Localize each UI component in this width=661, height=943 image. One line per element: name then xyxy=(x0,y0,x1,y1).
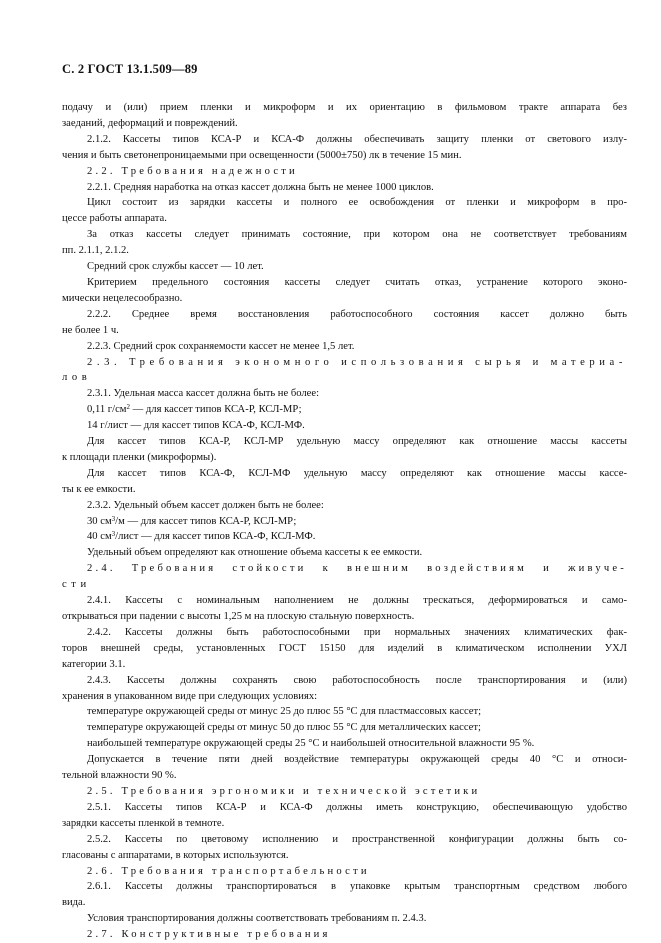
text-line: гласованы с аппаратами, в которых используются. xyxy=(62,849,289,861)
section-heading: 2.7. Конструктивные требования xyxy=(87,929,331,941)
superscript: 3 xyxy=(111,514,116,523)
text-line: 2.2.2. Среднее время восстановления работоспособного состояния кассет должно быть xyxy=(87,308,627,320)
section-heading: 2.4. Требования стойкости к внешним воздействиям и живуче- xyxy=(87,563,627,575)
text-line: 2.6.1. Кассеты должны транспортироваться в упаковке крытым транспортным средством любого xyxy=(87,881,627,893)
text-line: пп. 2.1.1, 2.1.2. xyxy=(62,245,129,257)
text-line: За отказ кассеты следует принимать состояние, при котором она не соответствует требованиям xyxy=(87,229,627,241)
text-line: 2.5.1. Кассеты типов КСА-Р и КСА-Ф должны иметь конструкцию, обеспечивающую удобство xyxy=(87,801,627,813)
text-line: ты к ее емкости. xyxy=(62,483,136,495)
text-line: не более 1 ч. xyxy=(62,324,119,336)
text-line: вида. xyxy=(62,897,86,909)
text-line: хранения в упакованном виде при следующих условиях: xyxy=(62,690,318,702)
text-line xyxy=(62,402,627,418)
text-line xyxy=(62,514,627,530)
text-line: 2.3.1. Удельная масса кассет должна быть не более: xyxy=(87,388,320,400)
section-heading: сти xyxy=(62,579,91,591)
text-fragment: — для кассет типов КСА-Р, КСЛ-МР; xyxy=(130,404,302,416)
text-line: чения и быть светонепроницаемыми при освещенности (5000±750) лк в течение 15 мин. xyxy=(62,149,462,161)
text-line: 2.3.2. Удельный объем кассет должен быть не более: xyxy=(87,499,324,511)
text-fragment: /м — для кассет типов КСА-Р, КСЛ-МР; xyxy=(115,515,297,527)
text-line: Критерием предельного состояния кассеты следует считать отказ, устранение которого эконо- xyxy=(87,276,627,288)
text-line: 2.2.3. Средний срок сохраняемости кассет не менее 1,5 лет. xyxy=(87,340,355,352)
text-line: мически нецелесообразно. xyxy=(62,292,183,304)
text-line: Удельный объем определяют как отношение объема кассеты к ее емкости. xyxy=(87,547,423,559)
text-fragment: 40 см xyxy=(87,531,112,543)
text-line: Для кассет типов КСА-Ф, КСЛ-МФ удельную массу определяют как отношение массы кассе- xyxy=(87,467,627,479)
text-line: 2.5.2. Кассеты по цветовому исполнению и пространственной конфигурации должны быть со- xyxy=(87,833,627,845)
text-line: Цикл состоит из зарядки кассеты и полного ее освобождения от пленки и микроформ в про- xyxy=(87,197,627,209)
text-fragment: 0,11 г/см xyxy=(87,404,127,416)
text-line: зарядки кассеты пленкой в темноте. xyxy=(62,817,225,829)
body-text xyxy=(62,100,627,943)
text-line: заеданий, деформаций и повреждений. xyxy=(62,117,238,129)
text-line: 2.1.2. Кассеты типов КСА-Р и КСА-Ф должны обеспечивать защиту пленки от светового излу- xyxy=(87,133,627,145)
text-line: температуре окружающей среды от минус 25 до плюс 55 °С для пластмассовых кассет; xyxy=(87,706,482,718)
text-line: 2.4.3. Кассеты должны сохранять свою работоспособность после транспортирования и (или) xyxy=(87,674,627,686)
section-heading: 2.2. Требования надежности xyxy=(87,165,298,177)
text-line: Допускается в течение пяти дней воздействие температуры окружающей среды 40 °С и относи- xyxy=(87,754,627,766)
text-line: наибольшей температуре окружающей среды 25 °С и наибольшей относительной влажности 95 %. xyxy=(87,738,535,750)
superscript: 2 xyxy=(126,403,130,412)
text-line: 14 г/лист — для кассет типов КСА-Ф, КСЛ-МФ. xyxy=(87,420,305,432)
section-heading: 2.5. Требования эргономики и технической эстетики xyxy=(87,785,481,797)
text-line: категории 3.1. xyxy=(62,658,126,670)
text-fragment: 30 см xyxy=(87,515,112,527)
text-line: Условия транспортирования должны соответствовать требованиям п. 2.4.3. xyxy=(87,913,427,925)
text-line: торов внешней среды, установленных ГОСТ 15150 для изделий в климатическом исполнении УХЛ xyxy=(62,642,627,654)
text-line: Для кассет типов КСА-Р, КСЛ-МР удельную массу определяют как отношение массы кассеты xyxy=(87,436,627,448)
text-line: цессе работы аппарата. xyxy=(62,213,167,225)
text-line: температуре окружающей среды от минус 50 до плюс 55 °С для металлических кассет; xyxy=(87,722,481,734)
text-line: 2.4.2. Кассеты должны быть работоспособными при нормальных значениях климатических фак- xyxy=(87,626,627,638)
text-line: тельной влажности 90 %. xyxy=(62,770,177,782)
text-line: Средний срок службы кассет — 10 лет. xyxy=(87,261,264,273)
section-heading: лов xyxy=(62,372,92,384)
text-fragment: /лист — для кассет типов КСА-Ф, КСЛ-МФ. xyxy=(115,531,316,543)
section-heading: 2.3. Требования экономного использования сырья и материа- xyxy=(87,356,627,368)
text-line: подачу и (или) прием пленки и микроформ и их ориентацию в фильмовом тракте аппарата без xyxy=(62,102,627,113)
text-line: 2.2.1. Средняя наработка на отказ кассет должна быть не менее 1000 циклов. xyxy=(87,181,434,193)
text-line: к площади пленки (микроформы). xyxy=(62,451,217,463)
text-line: 2.4.1. Кассеты с номинальным наполнением не должны трескаться, деформироваться и само- xyxy=(87,595,627,607)
superscript: 3 xyxy=(111,530,116,539)
text-line: открываться при падении с высоты 1,25 м на плоскую стальную поверхность. xyxy=(62,611,415,622)
section-heading: 2.6. Требования транспортабельности xyxy=(87,865,370,877)
text-line xyxy=(62,529,627,545)
page-header: С. 2 ГОСТ 13.1.509—89 xyxy=(62,62,198,76)
